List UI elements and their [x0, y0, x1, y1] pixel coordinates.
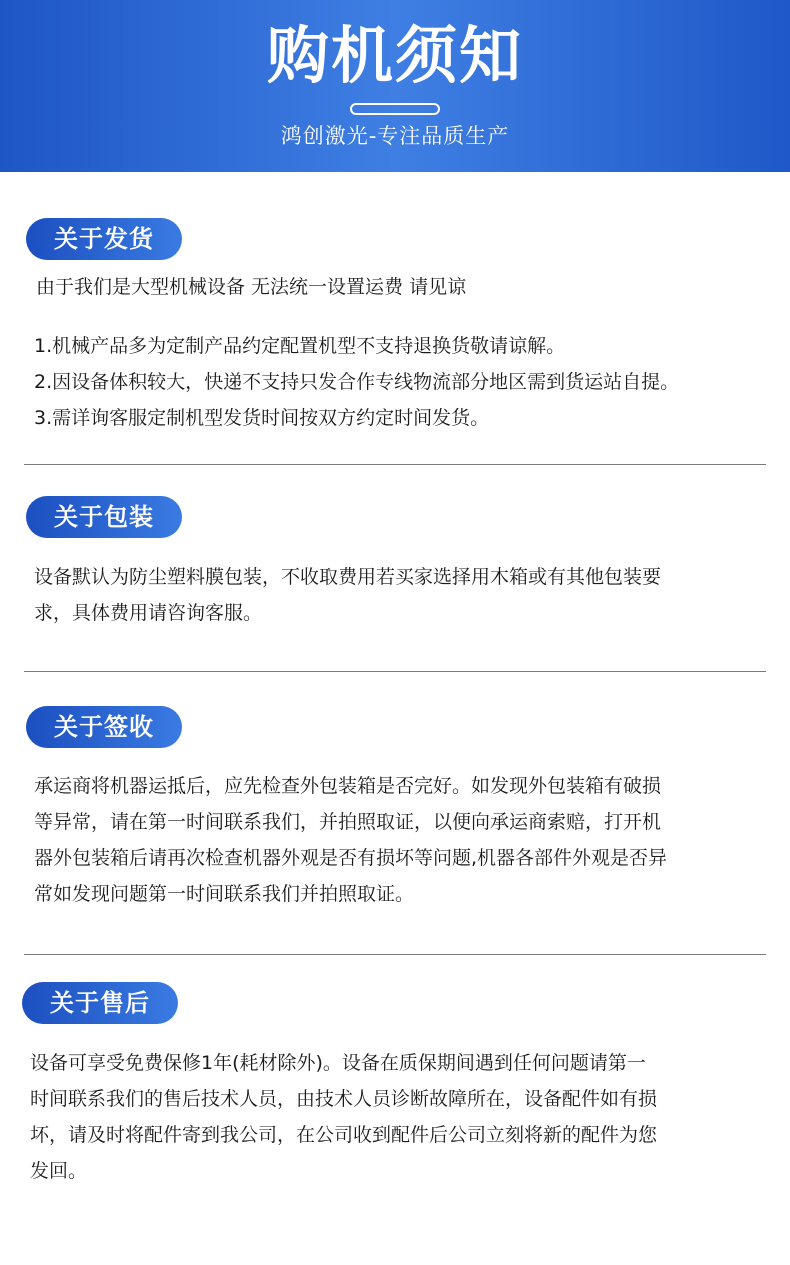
shipping-intro	[36, 269, 466, 305]
after-sales-line: 设备可享受免费保修1年(耗材除外)。设备在质保期间遇到任何问题请第一	[30, 1052, 646, 1074]
shipping-item: 3.需详询客服定制机型发货时间按双方约定时间发货。	[34, 407, 490, 429]
receipt-line: 承运商将机器运抵后，应先检查外包装箱是否完好。如发现外包装箱有破损	[34, 775, 662, 797]
after-sales-text	[30, 1045, 657, 1189]
receipt-line: 器外包装箱后请再次检查机器外观是否有损坏等问题,机器各部件外观是否异	[34, 847, 668, 869]
shipping-item: 2.因设备体积较大，快递不支持只发合作专线物流部分地区需到货运站自提。	[34, 371, 680, 393]
receipt-line: 常如发现问题第一时间联系我们并拍照取证。	[34, 883, 415, 905]
section-divider	[24, 954, 766, 955]
after-sales-line: 时间联系我们的售后技术人员，由技术人员诊断故障所在，设备配件如有损	[30, 1088, 658, 1110]
receipt-line: 等异常，请在第一时间联系我们，并拍照取证，以便向承运商索赔，打开机	[34, 811, 662, 833]
page-subtitle: 鸿创激光-专注品质生产	[280, 124, 510, 148]
packaging-text	[34, 559, 661, 631]
section-label-receipt: 关于签收	[26, 706, 182, 748]
packaging-line: 求，具体费用请咨询客服。	[34, 602, 263, 624]
after-sales-line: 坏，请及时将配件寄到我公司，在公司收到配件后公司立刻将新的配件为您	[30, 1124, 658, 1146]
after-sales-line: 发回。	[30, 1160, 88, 1182]
shipping-item: 1.机械产品多为定制产品约定配置机型不支持退换货敬请谅解。	[34, 335, 566, 357]
page-title: 购机须知	[266, 19, 523, 92]
section-divider	[24, 671, 766, 672]
section-label-packaging: 关于包装	[26, 496, 182, 538]
section-label-after-sales: 关于售后	[22, 982, 178, 1024]
header-banner	[0, 0, 790, 172]
shipping-items	[34, 328, 679, 436]
section-label-shipping: 关于发货	[26, 218, 182, 260]
section-divider	[24, 464, 766, 465]
title-underline-bar	[350, 103, 440, 115]
receipt-text	[34, 768, 667, 912]
shipping-intro-text: 由于我们是大型机械设备 无法统一设置运费 请见谅	[36, 276, 467, 298]
packaging-line: 设备默认为防尘塑料膜包装，不收取费用若买家选择用木箱或有其他包装要	[34, 566, 662, 588]
